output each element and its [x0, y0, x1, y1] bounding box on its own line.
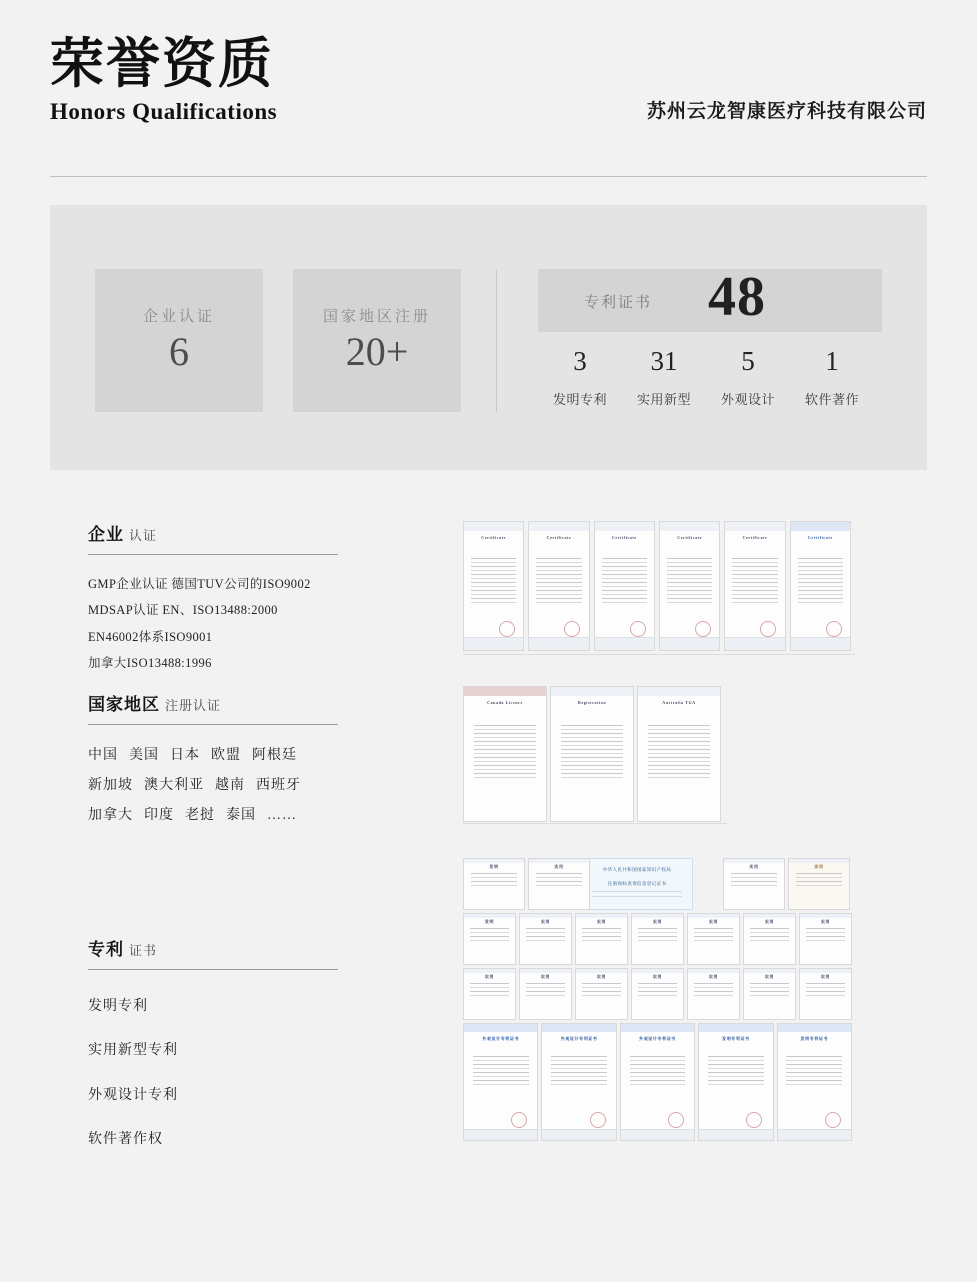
- certificate-text-lines: [731, 873, 777, 889]
- certificate-image: [541, 1023, 616, 1141]
- certificate-image: [777, 1023, 852, 1141]
- stats-vertical-divider: [496, 269, 497, 412]
- country-item: 欧盟: [211, 748, 241, 763]
- certificate-text-lines: [470, 928, 509, 944]
- country-item: 新加坡: [88, 778, 133, 794]
- certificate-top-band: [542, 1024, 615, 1032]
- certificate-text-lines: [526, 983, 565, 999]
- section-body: [88, 741, 338, 831]
- certificate-heading: 外观设计专利证书: [639, 1035, 676, 1041]
- certificate-image: [659, 521, 720, 651]
- certificate-text-lines: [638, 983, 677, 999]
- certificate-top-band: [791, 522, 850, 531]
- country-item: 越南: [215, 778, 245, 794]
- certificate-bottom-band: [778, 1129, 851, 1140]
- certificate-text-lines: [471, 873, 517, 889]
- stats-panel: [50, 205, 927, 470]
- certificate-heading: 发明: [484, 919, 495, 924]
- text-line: GMP企业认证 德国TUV公司的ISO9002: [88, 577, 311, 591]
- seal-icon: [695, 621, 711, 637]
- certificate-heading: 实用: [540, 919, 551, 924]
- stat-label: 国家地区注册: [322, 308, 431, 325]
- patent-name: 实用新型: [636, 391, 691, 407]
- patent-name: 软件著作: [804, 391, 859, 407]
- certificate-heading: 实用: [596, 919, 607, 924]
- certificate-image: [463, 913, 516, 965]
- country-item: ……: [267, 808, 297, 824]
- certificate-text-lines: [694, 928, 733, 944]
- certificate-image: [528, 521, 589, 651]
- certificate-gallery-enterprise: [463, 521, 855, 655]
- section-heading-light: 认证: [129, 528, 158, 543]
- certificate-image: [550, 686, 634, 822]
- banner-rule: [592, 891, 682, 892]
- certificate-image: [723, 858, 785, 910]
- seal-icon: [564, 621, 580, 637]
- certificate-image: [519, 968, 572, 1020]
- certificate-top-band: [595, 522, 654, 531]
- country-item: 阿根廷: [252, 748, 297, 763]
- banner-line-2: 注册商标查询信息登记证书: [607, 881, 667, 886]
- certificate-image: [620, 1023, 695, 1141]
- certificate-top-band: [529, 522, 588, 531]
- section-heading-strong: 专利: [88, 940, 124, 959]
- seal-icon: [511, 1112, 527, 1128]
- certificate-text-lines: [806, 928, 845, 944]
- certificate-top-band: [520, 969, 571, 973]
- certificate-top-band: [632, 969, 683, 973]
- certificate-heading: 实用: [749, 864, 759, 869]
- country-item: 美国: [129, 748, 159, 763]
- header-divider: [50, 176, 927, 177]
- patent-breakdown-item: [538, 347, 622, 408]
- country-item: 西班牙: [256, 778, 301, 794]
- seal-icon: [668, 1112, 684, 1128]
- seal-icon: [590, 1112, 606, 1128]
- stat-label: 企业认证: [142, 308, 215, 325]
- certificate-top-band: [724, 859, 784, 863]
- patent-name: 发明专利: [552, 391, 607, 407]
- certificate-heading: 外观设计专利证书: [482, 1035, 520, 1041]
- certificate-text-lines: [708, 1056, 764, 1088]
- certificate-heading: 发明专利证书: [800, 1035, 829, 1041]
- stat-value: 20+: [345, 329, 409, 374]
- certificate-heading: Certificate: [611, 534, 637, 540]
- patent-breakdown-item: [622, 347, 706, 408]
- certificate-top-band: [638, 687, 720, 696]
- gallery-divider: [463, 654, 855, 655]
- certificate-bottom-band: [660, 637, 719, 650]
- certificate-row: [463, 913, 855, 968]
- certificate-image: [799, 913, 852, 965]
- stat-label: 专利证书: [584, 294, 653, 311]
- certificate-top-band: [464, 687, 546, 696]
- certificate-heading: 实用: [554, 864, 564, 869]
- certificate-heading: Certificate: [481, 534, 507, 540]
- certificate-row: [463, 686, 727, 822]
- certificate-heading: 实用: [820, 919, 831, 924]
- certificate-heading: 发明专利证书: [722, 1035, 750, 1041]
- certificate-heading: 实用: [652, 919, 663, 924]
- patent-breakdown-item: [790, 347, 874, 408]
- gallery-divider: [463, 823, 727, 824]
- certificate-top-band: [800, 914, 851, 918]
- certificate-heading: 实用: [540, 974, 551, 979]
- certificate-image: [637, 686, 721, 822]
- country-row: [88, 741, 338, 771]
- certificate-text-lines: [750, 928, 789, 944]
- certificate-text-lines: [694, 983, 733, 999]
- certificate-bottom-band: [595, 637, 654, 650]
- country-row: [88, 771, 338, 801]
- certificate-text-lines: [536, 558, 581, 606]
- certificate-bottom-band: [542, 1129, 615, 1140]
- certificate-text-lines: [470, 983, 509, 999]
- certificate-text-lines: [582, 928, 621, 944]
- certificate-heading: 实用: [764, 919, 775, 924]
- certificate-text-lines: [667, 558, 712, 606]
- certificate-heading: 实用: [814, 864, 824, 869]
- certificate-top-band: [800, 969, 851, 973]
- text-line: EN46002体系ISO9001: [88, 629, 213, 644]
- certificate-text-lines: [551, 1056, 607, 1088]
- patent-count: 31: [650, 346, 678, 376]
- list-item: 外观设计专利: [88, 1087, 178, 1103]
- certificate-top-band: [576, 969, 627, 973]
- patent-name: 外观设计: [720, 391, 775, 407]
- page-header: [50, 36, 927, 125]
- certificate-bottom-band: [529, 637, 588, 650]
- certificate-heading: 实用: [764, 974, 775, 979]
- section-country-registration: [88, 690, 338, 831]
- certificate-image: [631, 913, 684, 965]
- certificate-bottom-band: [725, 637, 784, 650]
- section-heading-light: 证书: [129, 943, 158, 958]
- section-body: [88, 992, 338, 1155]
- certificate-text-lines: [732, 558, 777, 606]
- certificate-image: [790, 521, 851, 651]
- certificate-image: [687, 968, 740, 1020]
- certificate-heading: Canada Licence: [487, 700, 523, 706]
- certificate-heading: Certificate: [546, 534, 572, 540]
- section-patent-certificates: [88, 935, 338, 1170]
- certificate-top-band: [551, 687, 633, 696]
- certificate-top-band: [464, 1024, 537, 1032]
- certificate-text-lines: [798, 558, 843, 606]
- certificate-heading: 实用: [708, 974, 719, 979]
- certificate-text-lines: [473, 1056, 529, 1088]
- certificate-text-lines: [638, 928, 677, 944]
- certificate-heading: Certificate: [677, 534, 703, 540]
- country-item: 日本: [170, 748, 200, 763]
- stat-card-country: [293, 269, 461, 412]
- seal-icon: [746, 1112, 762, 1128]
- country-item: 老挝: [185, 808, 215, 824]
- certificate-top-band: [464, 522, 523, 531]
- certificate-bottom-band: [464, 1129, 537, 1140]
- certificate-image: [463, 968, 516, 1020]
- section-heading: [88, 520, 338, 555]
- certificate-text-lines: [602, 558, 647, 606]
- text-line: MDSAP认证 EN、ISO13488:2000: [88, 603, 278, 618]
- certificate-top-band: [520, 914, 571, 918]
- page-subtitle: Honors Qualifications: [50, 98, 278, 124]
- certificate-image: [463, 858, 525, 910]
- seal-icon: [826, 621, 842, 637]
- certificate-image: [519, 913, 572, 965]
- stat-card-patent: [538, 266, 882, 332]
- section-heading-strong: 企业: [88, 525, 124, 544]
- certificate-top-band: [744, 969, 795, 973]
- seal-icon: [630, 621, 646, 637]
- certificate-image: [799, 968, 852, 1020]
- certificate-image: [463, 1023, 538, 1141]
- certificate-image: [594, 521, 655, 651]
- certificate-text-lines: [582, 983, 621, 999]
- stat-value: 6: [169, 329, 189, 374]
- certificate-image: [724, 521, 785, 651]
- country-item: 澳大利亚: [144, 778, 204, 794]
- certificate-image: [463, 521, 524, 651]
- certificate-top-band: [464, 969, 515, 973]
- certificate-top-band: [688, 969, 739, 973]
- certificate-heading: 实用: [708, 919, 719, 924]
- certificate-bottom-band: [699, 1129, 772, 1140]
- certificate-text-lines: [526, 928, 565, 944]
- certificate-image: [788, 858, 850, 910]
- certificate-heading: 实用: [596, 974, 607, 979]
- certificate-gallery-country: [463, 686, 727, 824]
- seal-icon: [760, 621, 776, 637]
- certificate-row: [463, 1023, 855, 1141]
- certificate-text-lines: [648, 725, 710, 781]
- certificate-heading: Registration: [577, 700, 607, 706]
- stat-value: 48: [708, 266, 766, 328]
- certificate-top-band: [688, 914, 739, 918]
- certificate-heading: 发明: [489, 864, 499, 869]
- certificate-top-band: [699, 1024, 772, 1032]
- banner-line-1: 中华人民共和国国家知识产权局: [602, 867, 672, 872]
- certificate-text-lines: [786, 1056, 842, 1088]
- certificate-text-lines: [474, 725, 536, 781]
- list-item: 软件著作权: [88, 1132, 163, 1148]
- section-heading: [88, 690, 338, 725]
- certificate-heading: Australia TGA: [662, 700, 696, 706]
- certificate-top-band: [632, 914, 683, 918]
- seal-icon: [499, 621, 515, 637]
- certificate-top-band: [660, 522, 719, 531]
- list-item: 发明专利: [88, 999, 148, 1014]
- country-item: 中国: [88, 748, 118, 763]
- certificate-text-lines: [750, 983, 789, 999]
- certificate-text-lines: [630, 1056, 686, 1088]
- certificate-heading: 实用: [484, 974, 495, 979]
- seal-icon: [825, 1112, 841, 1128]
- certificate-text-lines: [806, 983, 845, 999]
- section-enterprise-certification: [88, 520, 338, 676]
- certificate-heading: Certificate: [807, 534, 833, 540]
- banner-rule: [592, 896, 682, 897]
- certificate-image: [631, 968, 684, 1020]
- certificate-image: [575, 913, 628, 965]
- certificate-image: [743, 968, 796, 1020]
- certificate-text-lines: [536, 873, 582, 889]
- text-line: 加拿大ISO13488:1996: [88, 655, 212, 670]
- certificate-bottom-band: [621, 1129, 694, 1140]
- registration-banner: [581, 858, 693, 910]
- section-heading: [88, 935, 338, 970]
- patent-breakdown: [538, 347, 898, 408]
- certificate-image: [743, 913, 796, 965]
- certificate-top-band: [464, 859, 524, 863]
- certificate-top-band: [725, 522, 784, 531]
- section-heading-strong: 国家地区: [88, 695, 160, 714]
- list-item: 实用新型专利: [88, 1043, 178, 1059]
- certificate-image: [528, 858, 590, 910]
- patent-breakdown-item: [706, 347, 790, 408]
- country-item: 印度: [144, 808, 174, 824]
- certificate-image: [575, 968, 628, 1020]
- certificate-top-band: [529, 859, 589, 863]
- certificate-image: [687, 913, 740, 965]
- certificate-heading: Certificate: [742, 534, 768, 540]
- certificate-text-lines: [561, 725, 623, 781]
- stat-card-enterprise: [95, 269, 263, 412]
- certificate-gallery-patent: [463, 858, 855, 1143]
- certificate-top-band: [576, 914, 627, 918]
- certificate-bottom-band: [791, 637, 850, 650]
- certificate-text-lines: [471, 558, 516, 606]
- section-body: [88, 571, 338, 676]
- certificate-top-band: [621, 1024, 694, 1032]
- company-name: 苏州云龙智康医疗科技有限公司: [646, 100, 927, 122]
- country-item: 泰国: [226, 808, 256, 824]
- page-title: 荣誉资质: [50, 34, 274, 94]
- certificate-top-band: [464, 914, 515, 918]
- certificate-heading: 实用: [820, 974, 831, 979]
- country-item: 加拿大: [88, 808, 133, 824]
- patent-count: 3: [573, 346, 587, 376]
- certificate-text-lines: [796, 873, 842, 889]
- certificate-top-band: [778, 1024, 851, 1032]
- section-heading-light: 注册认证: [165, 698, 222, 713]
- certificate-row: [463, 521, 855, 651]
- country-row: [88, 801, 338, 831]
- certificate-top-band: [744, 914, 795, 918]
- certificate-image: [698, 1023, 773, 1141]
- certificate-bottom-band: [464, 637, 523, 650]
- patent-count: 5: [741, 346, 755, 376]
- certificate-heading: 实用: [652, 974, 663, 979]
- patent-count: 1: [825, 346, 839, 376]
- certificate-image: [463, 686, 547, 822]
- certificate-top-band: [789, 859, 849, 863]
- certificate-row: [463, 968, 855, 1023]
- certificate-heading: 外观设计专利证书: [560, 1035, 598, 1041]
